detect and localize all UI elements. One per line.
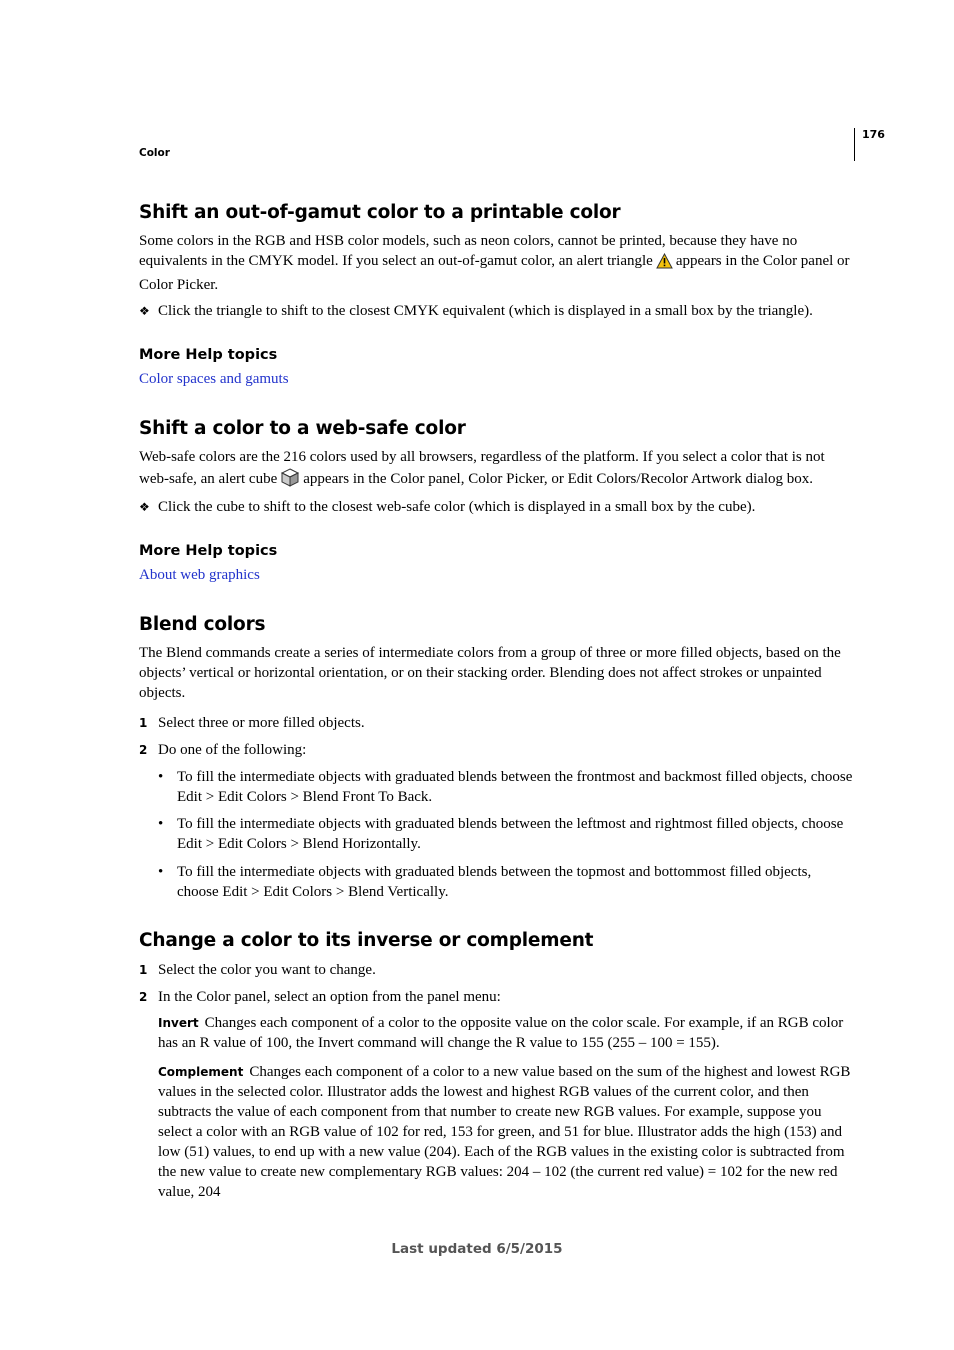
step-number: 1: [139, 963, 148, 977]
step-text: Select three or more filled objects.: [158, 715, 365, 731]
bullet-mark: •: [158, 769, 164, 785]
help-link-web-graphics[interactable]: About web graphics: [139, 567, 260, 583]
step-number: 2: [139, 743, 148, 757]
bullet-mark: •: [158, 816, 164, 832]
section-title-out-of-gamut: Shift an out-of-gamut color to a printable color: [139, 202, 621, 223]
section-title-inverse-complement: Change a color to its inverse or complement: [139, 930, 594, 951]
body-text-before-icon: Web-safe colors are the 216 colors used by all browsers, regardless of the platform. If you select a color that is not web-safe, an alert cube: [139, 449, 825, 487]
section-body-out-of-gamut: [139, 231, 853, 295]
bullet-mark: •: [158, 864, 164, 880]
alert-triangle-icon: [656, 253, 673, 275]
body-text-before-icon: Some colors in the RGB and HSB color models, such as neon colors, cannot be printed, because they have no equivalents in the CMYK model. If you select an out-of-gamut color, an alert triangle: [139, 233, 798, 269]
section-body-blend-colors: The Blend commands create a series of intermediate colors from a group of three or more filled objects, based on the objects’ vertical or horizontal orientation, or on their stacking order. Blending does not affect strokes or unpainted objects.: [139, 645, 841, 701]
step-number: 2: [139, 990, 148, 1004]
alert-cube-icon: [280, 467, 300, 493]
bullet-mark: ❖: [139, 304, 150, 318]
bullet-mark: ❖: [139, 500, 150, 514]
term-label: Complement: [158, 1065, 244, 1079]
bullet-text: Click the triangle to shift to the closest CMYK equivalent (which is displayed in a small box by the triangle).: [158, 303, 813, 319]
option-text: To fill the intermediate objects with graduated blends between the leftmost and rightmost filled objects, choose Edit > Edit Colors > Blend Horizontally.: [177, 816, 844, 852]
section-body-web-safe: [139, 447, 853, 493]
step-number: 1: [139, 716, 148, 730]
more-help-heading: More Help topics: [139, 543, 278, 559]
step-text: In the Color panel, select an option from the panel menu:: [158, 989, 501, 1005]
step-text: Select the color you want to change.: [158, 962, 376, 978]
option-text: To fill the intermediate objects with graduated blends between the frontmost and backmost filled objects, choose Edit > Edit Colors > Blend Front To Back.: [177, 769, 853, 805]
section-title-blend-colors: Blend colors: [139, 614, 266, 635]
body-text-after-icon: appears in the Color panel or Color Picker.: [139, 253, 850, 293]
term-complement: [158, 1062, 853, 1202]
header-rule: [854, 128, 855, 161]
term-label: Invert: [158, 1016, 199, 1030]
term-definition: Changes each component of a color to a new value based on the sum of the highest and lowest RGB values in the selected color. Illustrator adds the lowest and highest RGB values of the current color, and then subtracts the value of each component from that number to create new RGB values. For example, suppose you select a color with an RGB value of 102 for red, 153 for green, and 51 for blue. Illustrator adds the high (153) and low (51) values, to end up with a new value (204). Each of the RGB values in the existing color is subtracted from the new value to create new complementary RGB values: 204 – 102 (the current red value) = 102 for the new red value, 204: [158, 1064, 851, 1200]
section-title-web-safe: Shift a color to a web-safe color: [139, 418, 466, 439]
bullet-text: Click the cube to shift to the closest web-safe color (which is displayed in a small box by the cube).: [158, 499, 756, 515]
help-link-color-spaces[interactable]: Color spaces and gamuts: [139, 371, 289, 387]
term-definition: Changes each component of a color to the opposite value on the color scale. For example, if an RGB color has an R value of 100, the Invert command will change the R value to 155 (255 – 100 = 155).: [158, 1015, 844, 1051]
term-invert: [158, 1013, 853, 1053]
page-number: 176: [862, 128, 885, 141]
footer-last-updated: Last updated 6/5/2015: [391, 1241, 563, 1257]
running-title: Color: [139, 147, 170, 159]
body-text-after-icon: appears in the Color panel, Color Picker, or Edit Colors/Recolor Artwork dialog box.: [303, 471, 813, 487]
option-text: To fill the intermediate objects with graduated blends between the topmost and bottommost filled objects, choose Edit > Edit Colors > Blend Vertically.: [177, 864, 812, 900]
more-help-heading: More Help topics: [139, 347, 278, 363]
step-text: Do one of the following:: [158, 742, 307, 758]
